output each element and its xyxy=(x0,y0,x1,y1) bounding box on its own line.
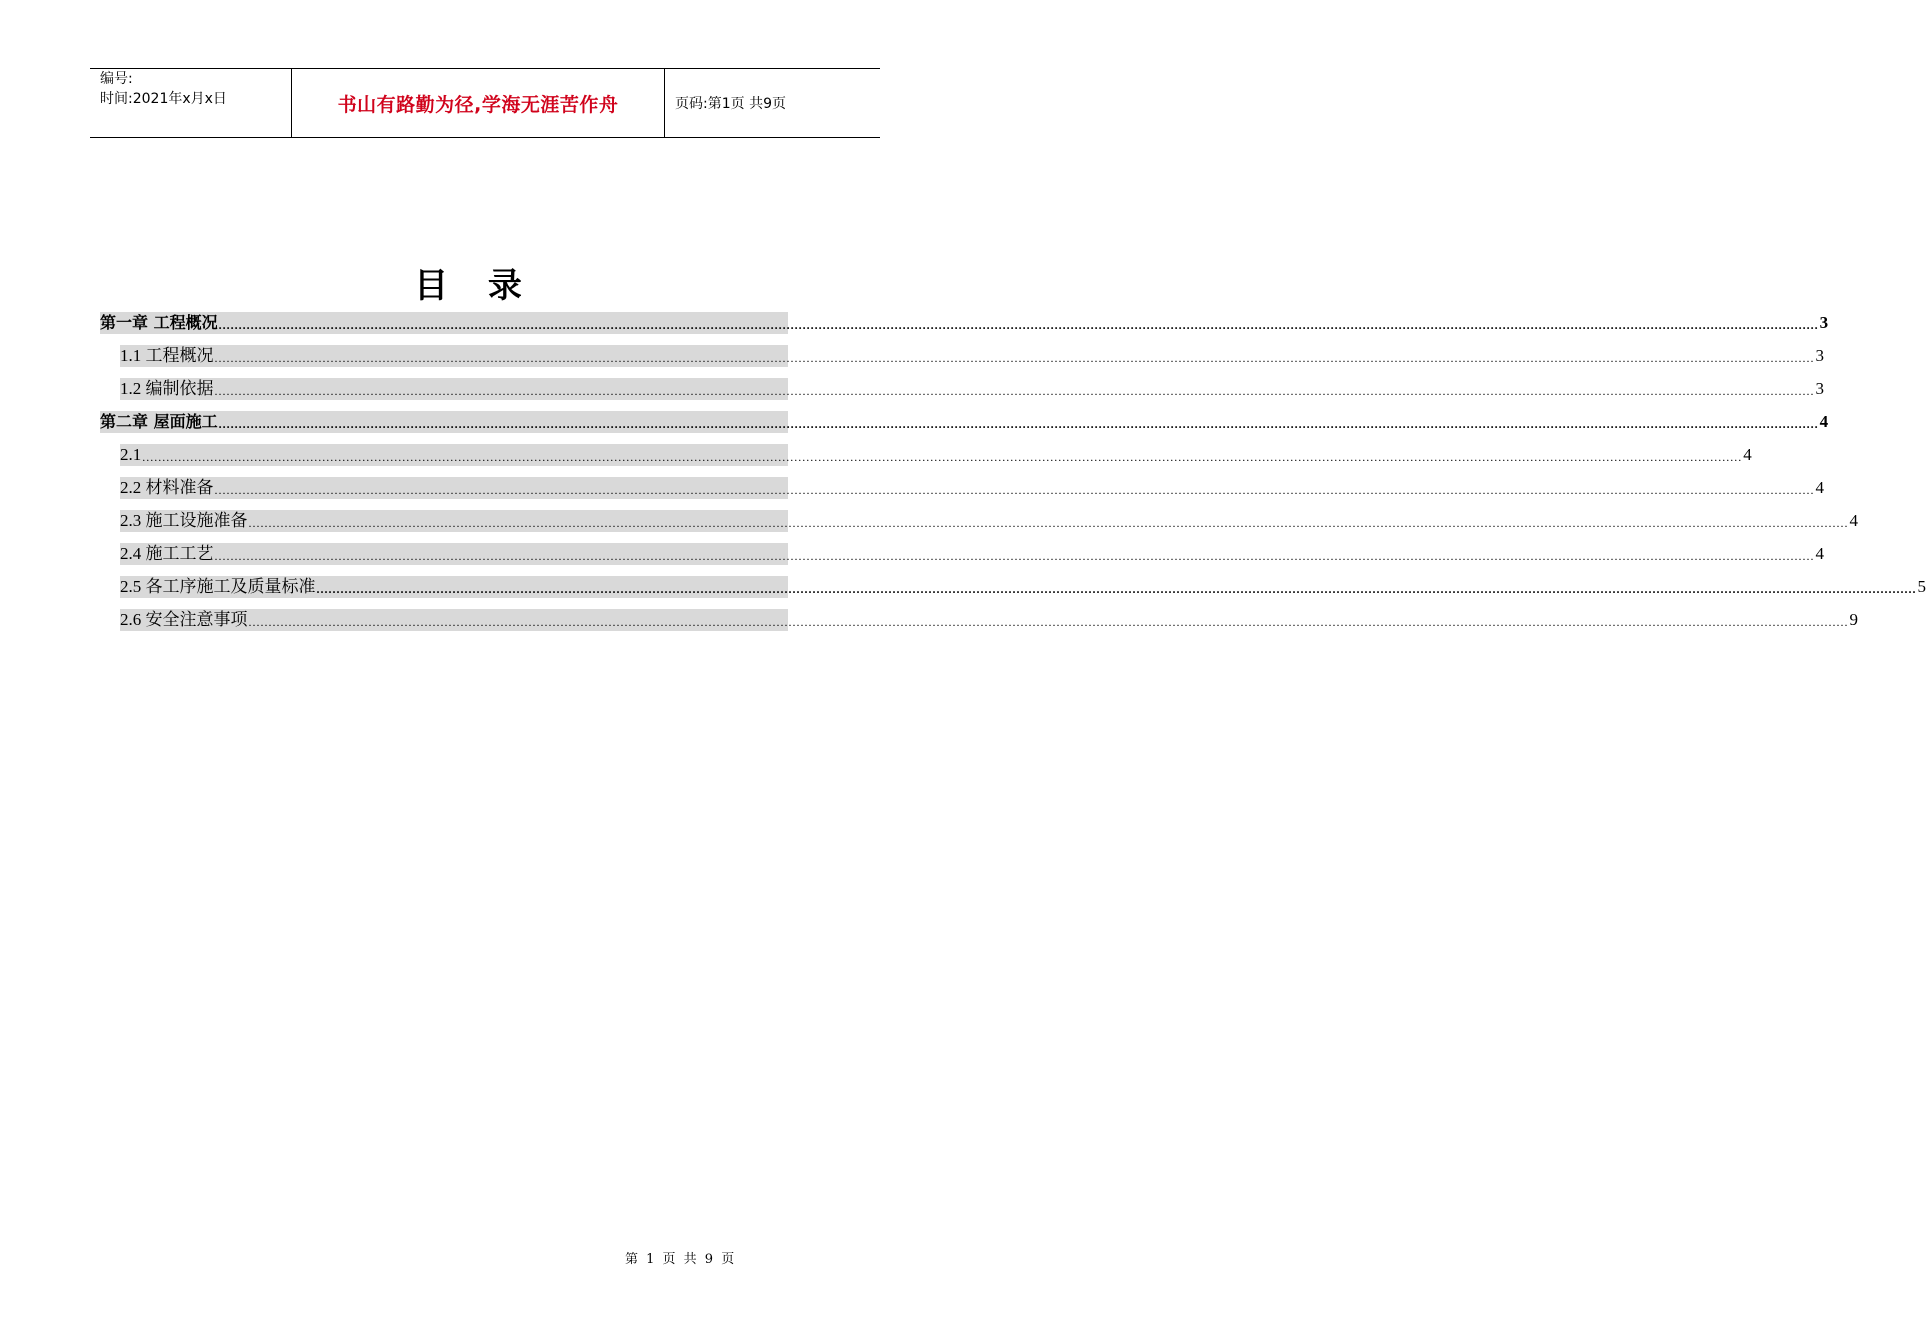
toc-entry-label: 第二章 屋面施工 xyxy=(100,412,218,431)
toc-entry-page: 3 xyxy=(1815,346,1824,365)
toc-entry-2-5[interactable] xyxy=(120,576,1926,598)
toc-entry-label: 2.5 各工序施工及质量标准 xyxy=(120,577,316,596)
toc-entry-page: 4 xyxy=(1815,478,1824,497)
toc-entry-chapter-2[interactable] xyxy=(100,411,1829,433)
toc-leader-dots: ................................................................................................................................................................................................................................................................................................................................................................................................................ xyxy=(214,384,1815,398)
toc-entry-page: 4 xyxy=(1849,511,1858,530)
toc-entry-page: 9 xyxy=(1849,610,1858,629)
toc-entry-2-4[interactable] xyxy=(120,543,1824,565)
toc-leader-dots: ................................................................................................................................................................................................................................................................................................................................................................................................................ xyxy=(248,615,1849,629)
toc-leader-dots: ................................................................................................................................................................................................................................................................................................................................................................................................................ xyxy=(214,549,1815,563)
header-table xyxy=(90,68,880,138)
page-footer: 第 1 页 共 9 页 xyxy=(625,1252,737,1267)
header-right-cell xyxy=(665,69,880,137)
toc-entry-2-6[interactable] xyxy=(120,609,1858,631)
header-middle-cell xyxy=(292,69,665,137)
toc-leader-dots: ................................................................................................................................................................................................................................................................................................................................................................................................................ xyxy=(248,516,1849,530)
toc-entry-1-2[interactable] xyxy=(120,378,1824,400)
toc-entry-label: 2.2 材料准备 xyxy=(120,478,214,497)
toc-entry-2-2[interactable] xyxy=(120,477,1824,499)
motto: 书山有路勤为径,学海无涯苦作舟 xyxy=(337,93,619,116)
toc-entry-page: 4 xyxy=(1819,412,1829,431)
time-label: 时间:2021年x月x日 xyxy=(100,91,227,107)
toc-entry-page: 3 xyxy=(1815,379,1824,398)
toc-entry-page: 5 xyxy=(1917,577,1926,596)
toc-entry-label: 1.1 工程概况 xyxy=(120,346,214,365)
toc-leader-dots: ................................................................................................................................................................................................................................................................................................................................................................................................................ xyxy=(214,483,1815,497)
toc-entry-2-1[interactable] xyxy=(120,444,1752,466)
toc-leader-dots: ................................................................................................................................................................................................................................................................................................................................................................................................................ xyxy=(316,582,1917,596)
toc-entry-1-1[interactable] xyxy=(120,345,1824,367)
toc-entry-label: 2.4 施工工艺 xyxy=(120,544,214,563)
toc-entry-2-3[interactable] xyxy=(120,510,1858,532)
toc-leader-dots: ................................................................................................................................................................................................................................................................................................................................................................................................................ xyxy=(218,318,1819,332)
toc-entry-label: 1.2 编制依据 xyxy=(120,379,214,398)
toc-entry-page: 3 xyxy=(1819,313,1829,332)
toc-leader-dots: ................................................................................................................................................................................................................................................................................................................................................................................................................ xyxy=(142,450,1743,464)
toc-title: 目 录 xyxy=(414,266,536,306)
page-info: 页码:第1页 共9页 xyxy=(675,96,786,112)
toc-entry-label: 2.3 施工设施准备 xyxy=(120,511,248,530)
toc-entry-chapter-1[interactable] xyxy=(100,312,1829,334)
toc-leader-dots: ................................................................................................................................................................................................................................................................................................................................................................................................................ xyxy=(218,417,1819,431)
toc-entry-label: 2.6 安全注意事项 xyxy=(120,610,248,629)
toc-entry-label: 2.1 xyxy=(120,445,142,464)
table-of-contents xyxy=(100,312,1926,642)
toc-leader-dots: ................................................................................................................................................................................................................................................................................................................................................................................................................ xyxy=(214,351,1815,365)
toc-entry-page: 4 xyxy=(1815,544,1824,563)
toc-entry-page: 4 xyxy=(1743,445,1752,464)
number-label: 编号: xyxy=(100,71,133,87)
toc-entry-label: 第一章 工程概况 xyxy=(100,313,218,332)
header-left-cell xyxy=(90,69,292,137)
